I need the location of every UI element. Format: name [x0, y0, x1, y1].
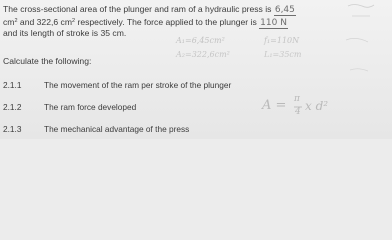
question-text: The ram force developed	[44, 102, 137, 112]
pencil-formula-pi: π	[294, 94, 300, 104]
question-number: 2.1.3	[3, 124, 22, 134]
question-text: The movement of the ram per stroke of the plunger	[44, 80, 232, 90]
unit-superscript: 2	[72, 18, 76, 24]
problem-line-1	[3, 4, 296, 15]
unit-cm: cm	[3, 17, 15, 27]
unit-superscript: 2	[14, 18, 18, 24]
pencil-note-a2: A₂=322,6cm²	[176, 50, 230, 59]
pencil-note-l1: L₁=35cm	[264, 50, 302, 59]
pencil-formula-rhs: x d²	[305, 99, 329, 113]
pencil-formula-four: 4	[295, 107, 301, 117]
question-number: 2.1.2	[3, 102, 22, 112]
question-text: The mechanical advantage of the press	[44, 124, 190, 134]
ram-area-value: 322,6 cm	[36, 17, 73, 27]
question-number: 2.1.1	[3, 80, 22, 90]
instruction-text: Calculate the following:	[3, 56, 92, 66]
pencil-note-a1: A₁=6,45cm²	[176, 36, 225, 45]
problem-text-part: and its length of stroke is 35 cm.	[3, 28, 127, 38]
plunger-area-value: 6,45	[274, 5, 295, 15]
problem-text-part: The cross-sectional area of the plunger and ram of a hydraulic press is	[3, 4, 272, 14]
pencil-note-f1: f₁=110N	[264, 36, 300, 45]
pencil-formula-lhs: A =	[262, 98, 287, 113]
problem-text-and: and	[19, 17, 35, 27]
problem-text-part: respectively. The force applied to the plunger is	[77, 17, 257, 27]
problem-line-3	[3, 28, 126, 38]
plunger-force-value: 110 N	[260, 18, 287, 28]
